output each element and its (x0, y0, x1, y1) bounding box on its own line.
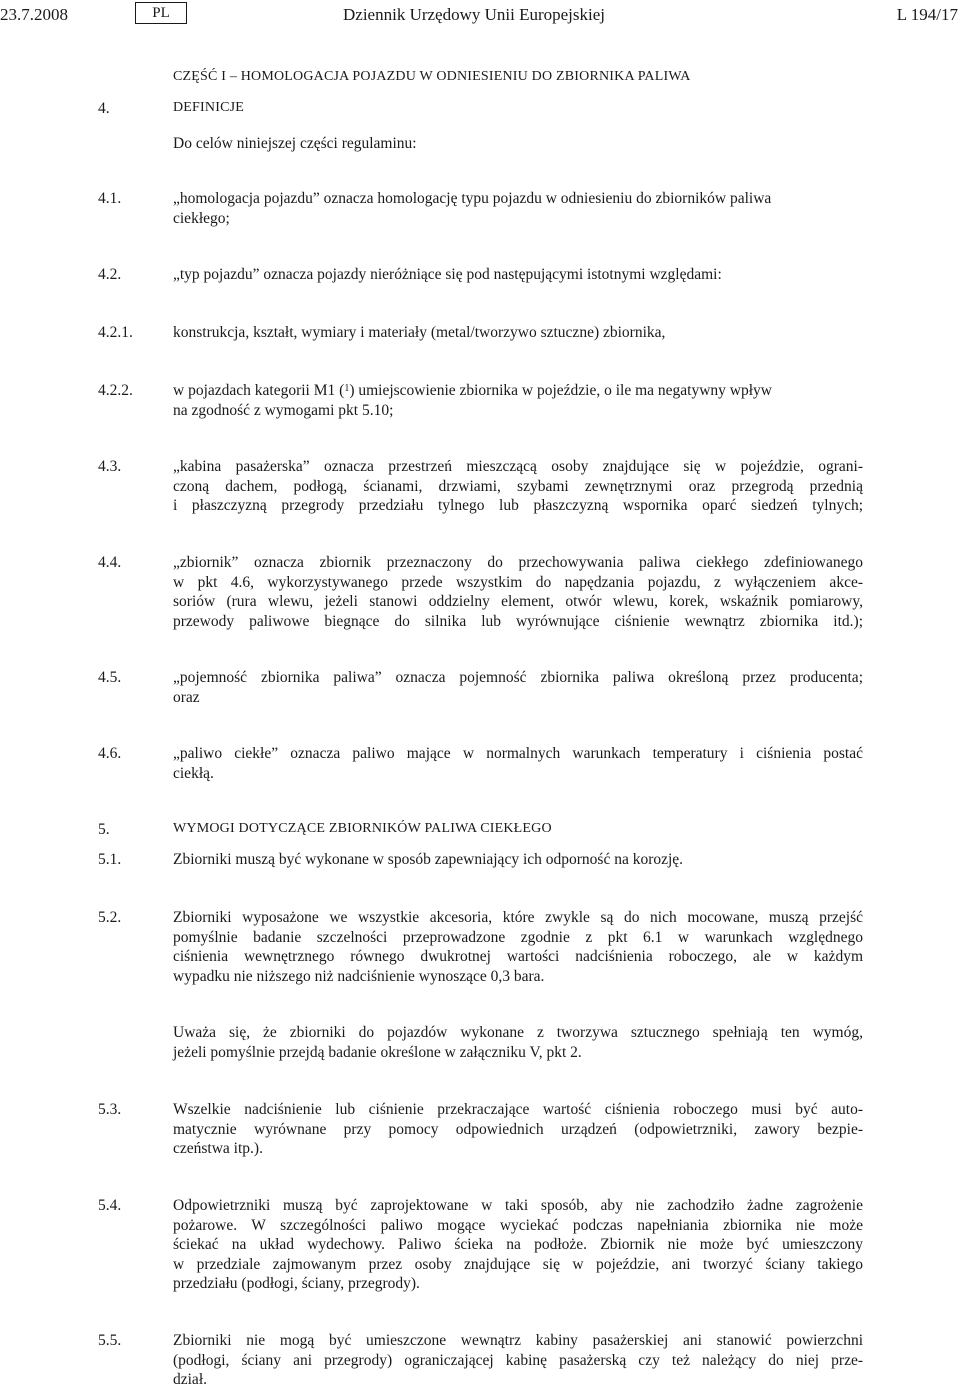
definition-text (173, 744, 863, 783)
text-line: wypadku nie niższego niż nadciśnienie wynoszące 0,3 bara. (173, 967, 545, 985)
definition-text (173, 189, 863, 228)
text-line: konstrukcja, kształt, wymiary i materiały (metal/tworzywo sztuczne) zbiornika, (173, 324, 666, 341)
item-number: 4.2.2. (98, 382, 133, 399)
text-fragment: ) umiejscowienie zbiornika w pojeździe, o ile ma negatywny wpływ (349, 382, 772, 399)
text-line: soriów (rura wlewu, jeżeli stanowi oddzielny element, otwór wlewu, korek, wskaźnik pomiarowy, (173, 593, 863, 610)
text-line: matycznie wyrównane przy pomocy odpowiednich urządzeń (odpowietrzniki, zawory bezpie- (173, 1120, 863, 1138)
definition-text (173, 381, 863, 420)
section-intro: Do celów niniejszej części regulaminu: (173, 135, 417, 152)
text-line: ciśnienia wewnętrznego równego dwukrotnej wartości nadciśnienia roboczego, ale w każdym (173, 948, 863, 965)
page-number: L 194/17 (896, 5, 958, 24)
requirement-text (173, 1100, 863, 1159)
text-line: „pojemność zbiornika paliwa” oznacza pojemność zbiornika paliwa określoną przez producenta; (173, 669, 863, 686)
text-line: Zbiorniki wyposażone we wszystkie akcesoria, które zwykle są do nich mocowane, muszą przejść (173, 909, 863, 926)
section-title: WYMOGI DOTYCZĄCE ZBIORNIKÓW PALIWA CIEKŁEGO (173, 821, 552, 836)
journal-title: Dziennik Urzędowy Unii Europejskiej (343, 5, 606, 24)
footnote-ref[interactable]: 1 (344, 383, 350, 394)
item-number: 4.3. (98, 458, 122, 475)
text-line: „paliwo ciekłe” oznacza paliwo mające w normalnych warunkach temperatury i ciśnienia postać (173, 745, 863, 762)
item-number: 5.4. (98, 1197, 122, 1214)
requirement-text (173, 1331, 863, 1390)
text-line: Zbiorniki nie mogą być umieszczone wewnątrz kabiny pasażerskiej ani stanowić powierzchni (173, 1332, 863, 1349)
text-line: Uważa się, że zbiorniki do pojazdów wykonane z tworzywa sztucznego spełniają ten wymóg, (173, 1024, 863, 1041)
text-line: czoną dachem, podłogą, ścianami, drzwiami, szybami zewnętrznymi oraz przegrodą przednią (173, 477, 863, 495)
text-line: przewody paliwowe biegnące do silnika lub wyrównujące ciśnienie wewnątrz zbiornika itd.); (173, 612, 863, 630)
page-header (0, 0, 960, 30)
text-line: i płaszczyzną przegrody przedziału tylnego lub płaszczyzną wspornika oparć siedzeń tylnych; (173, 497, 863, 514)
text-line: Zbiorniki muszą być wykonane w sposób zapewniający ich odporność na korozję. (173, 851, 684, 868)
text-line: pomyślnie badanie szczelności przeprowadzone zgodnie z pkt 6.1 w warunkach względnego (173, 928, 863, 946)
item-number: 4.1. (98, 190, 122, 207)
part-title: CZĘŚĆ I – HOMOLOGACJA POJAZDU W ODNIESIENIU DO ZBIORNIKA PALIWA (173, 69, 691, 84)
text-line: w przedziale zajmowanym przez osoby znajdujące się w pojeździe, ani tworzyć ściany takiego (173, 1255, 863, 1273)
text-line: pożarowe. W szczególności paliwo mogące wyciekać podczas napełniania zbiornika nie może (173, 1216, 863, 1234)
item-number: 5.2. (98, 909, 122, 926)
language-badge: PL (135, 2, 187, 24)
definition-text (173, 457, 863, 516)
item-number: 4.5. (98, 669, 122, 686)
text-line: w pkt 4.6, wykorzystywanego przede wszystkim do napędzania pojazdu, z wyłączeniem akce- (173, 573, 863, 591)
section-number: 4. (98, 100, 110, 117)
section-title: DEFINICJE (173, 100, 245, 115)
text-line: przedziału (podłogi, ściany, przegrody). (173, 1275, 420, 1292)
text-line: ściekać na układ wydechowy. Paliwo ścieka na podłoże. Zbiornik nie może być umieszczony (173, 1236, 863, 1253)
item-number: 4.2. (98, 266, 122, 283)
definition-text (173, 668, 863, 707)
text-line: „zbiornik” oznacza zbiornik przeznaczony do przechowywania paliwa ciekłego zdefiniowanego (173, 554, 863, 571)
definition-text (173, 553, 863, 631)
item-number: 5.1. (98, 851, 122, 868)
text-line: Odpowietrzniki muszą być zaprojektowane w taki sposób, aby nie zachodziło żadne zagrożenie (173, 1197, 863, 1214)
item-number: 5.5. (98, 1332, 122, 1349)
text-line: jeżeli pomyślnie przejdą badanie określone w załączniku V, pkt 2. (173, 1043, 582, 1061)
item-number: 4.4. (98, 554, 122, 571)
definition-text (173, 265, 863, 285)
header-date: 23.7.2008 (0, 5, 68, 24)
text-fragment: w pojazdach kategorii M1 ( (173, 382, 345, 399)
item-number: 4.6. (98, 745, 122, 762)
text-line (173, 381, 863, 401)
text-line: ciekłą. (173, 764, 214, 782)
text-line: „homologacja pojazdu” oznacza homologację typu pojazdu w odniesieniu do zbiorników paliwa (173, 190, 772, 207)
requirement-text (173, 908, 863, 986)
item-number: 4.2.1. (98, 324, 133, 341)
text-line: dział. (173, 1371, 207, 1388)
text-line: (podłogi, ściany ani przegrody) ograniczającej kabinę pasażerską czy też należący do niej prze- (173, 1351, 863, 1369)
item-number: 5.3. (98, 1101, 122, 1118)
text-line: na zgodność z wymogami pkt 5.10; (173, 401, 394, 419)
requirement-text (173, 850, 863, 870)
definition-text (173, 323, 863, 343)
text-line: czeństwa itp.). (173, 1140, 263, 1157)
requirement-text (173, 1023, 863, 1062)
section-number: 5. (98, 821, 110, 838)
text-line: „kabina pasażerska” oznacza przestrzeń mieszczącą osoby znajdujące się w pojeździe, ograni- (173, 458, 863, 475)
requirement-text (173, 1196, 863, 1294)
text-line: oraz (173, 688, 200, 706)
text-line: ciekłego; (173, 209, 230, 227)
text-line: „typ pojazdu” oznacza pojazdy nieróżniące się pod następującymi istotnymi względami: (173, 266, 722, 283)
text-line: Wszelkie nadciśnienie lub ciśnienie przekraczające wartość ciśnienia roboczego musi być auto- (173, 1101, 863, 1118)
